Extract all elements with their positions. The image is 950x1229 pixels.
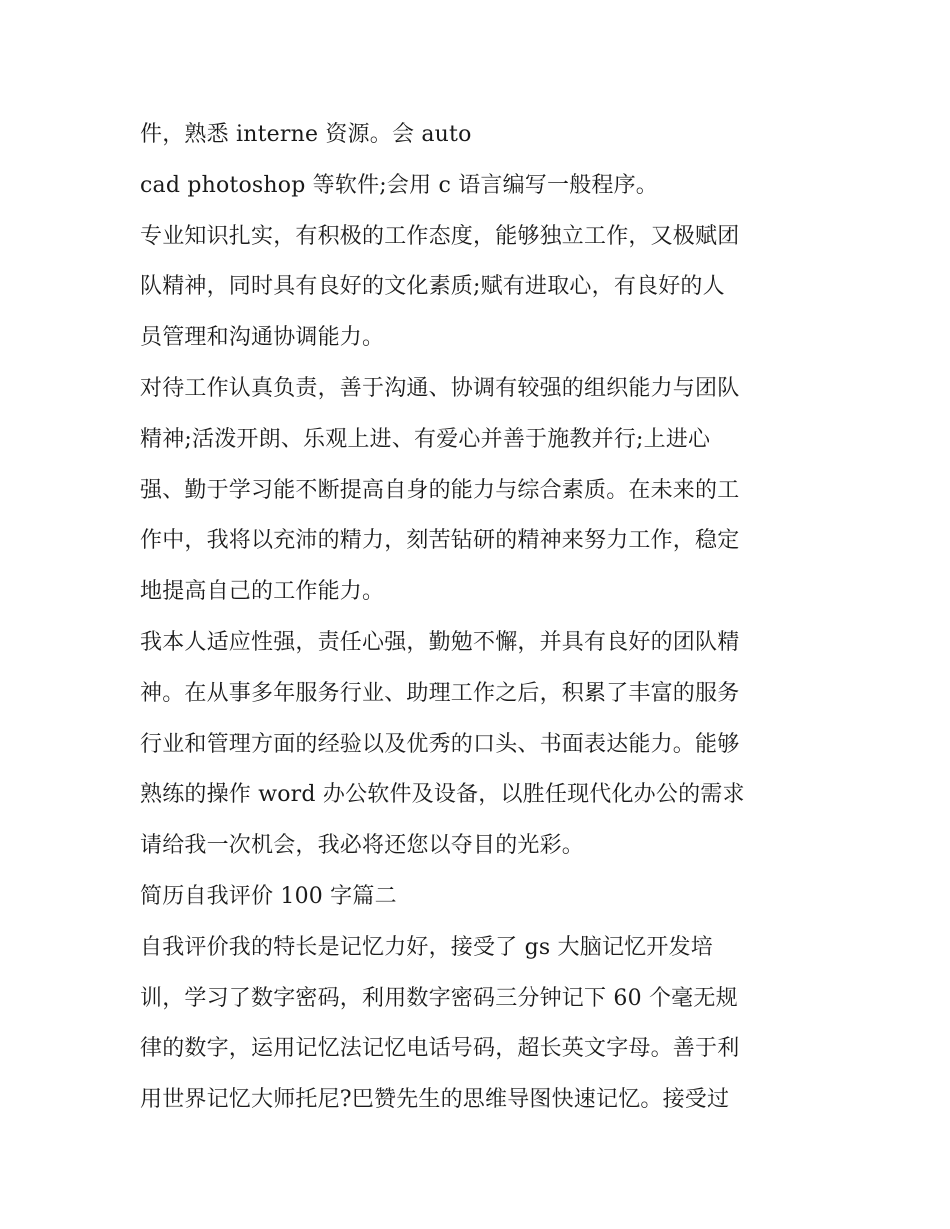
section-heading: 简历自我评价 100 字篇二 bbox=[140, 883, 397, 909]
text-line: 作中，我将以充沛的精力，刻苦钻研的精神来努力工作，稳定 bbox=[140, 528, 740, 554]
text-line: 训，学习了数字密码，利用数字密码三分钟记下 60 个毫无规 bbox=[140, 985, 738, 1011]
text-line: 律的数字，运用记忆法记忆电话号码，超长英文字母。善于利 bbox=[140, 1036, 740, 1062]
text-line: 精神;活泼开朗、乐观上进、有爱心并善于施教并行;上进心 bbox=[140, 426, 711, 452]
text-line: cad photoshop 等软件;会用 c 语言编写一般程序。 bbox=[140, 172, 658, 198]
text-line: 件，熟悉 interne 资源。会 auto bbox=[140, 122, 472, 147]
document-body bbox=[140, 110, 830, 1126]
text-line: 我本人适应性强，责任心强，勤勉不懈，并具有良好的团队精 bbox=[140, 629, 740, 655]
text-line: 地提高自己的工作能力。 bbox=[140, 579, 385, 605]
text-line: 队精神，同时具有良好的文化素质;赋有进取心，有良好的人 bbox=[140, 274, 725, 300]
text-line: 员管理和沟通协调能力。 bbox=[140, 325, 385, 351]
text-line: 请给我一次机会，我必将还您以夺目的光彩。 bbox=[140, 833, 585, 859]
text-line: 对待工作认真负责，善于沟通、协调有较强的组织能力与团队 bbox=[140, 375, 740, 401]
text-line: 专业知识扎实，有积极的工作态度，能够独立工作，又极赋团 bbox=[140, 223, 740, 249]
text-line: 自我评价我的特长是记忆力好，接受了 gs 大脑记忆开发培 bbox=[140, 934, 713, 960]
text-line: 用世界记忆大师托尼?巴赞先生的思维导图快速记忆。接受过 bbox=[140, 1087, 730, 1113]
text-line: 神。在从事多年服务行业、助理工作之后，积累了丰富的服务 bbox=[140, 680, 740, 706]
text-line: 行业和管理方面的经验以及优秀的口头、书面表达能力。能够 bbox=[140, 731, 740, 757]
text-line: 熟练的操作 word 办公软件及设备，以胜任现代化办公的需求 bbox=[140, 782, 745, 808]
text-line: 强、勤于学习能不断提高自身的能力与综合素质。在未来的工 bbox=[140, 477, 740, 503]
